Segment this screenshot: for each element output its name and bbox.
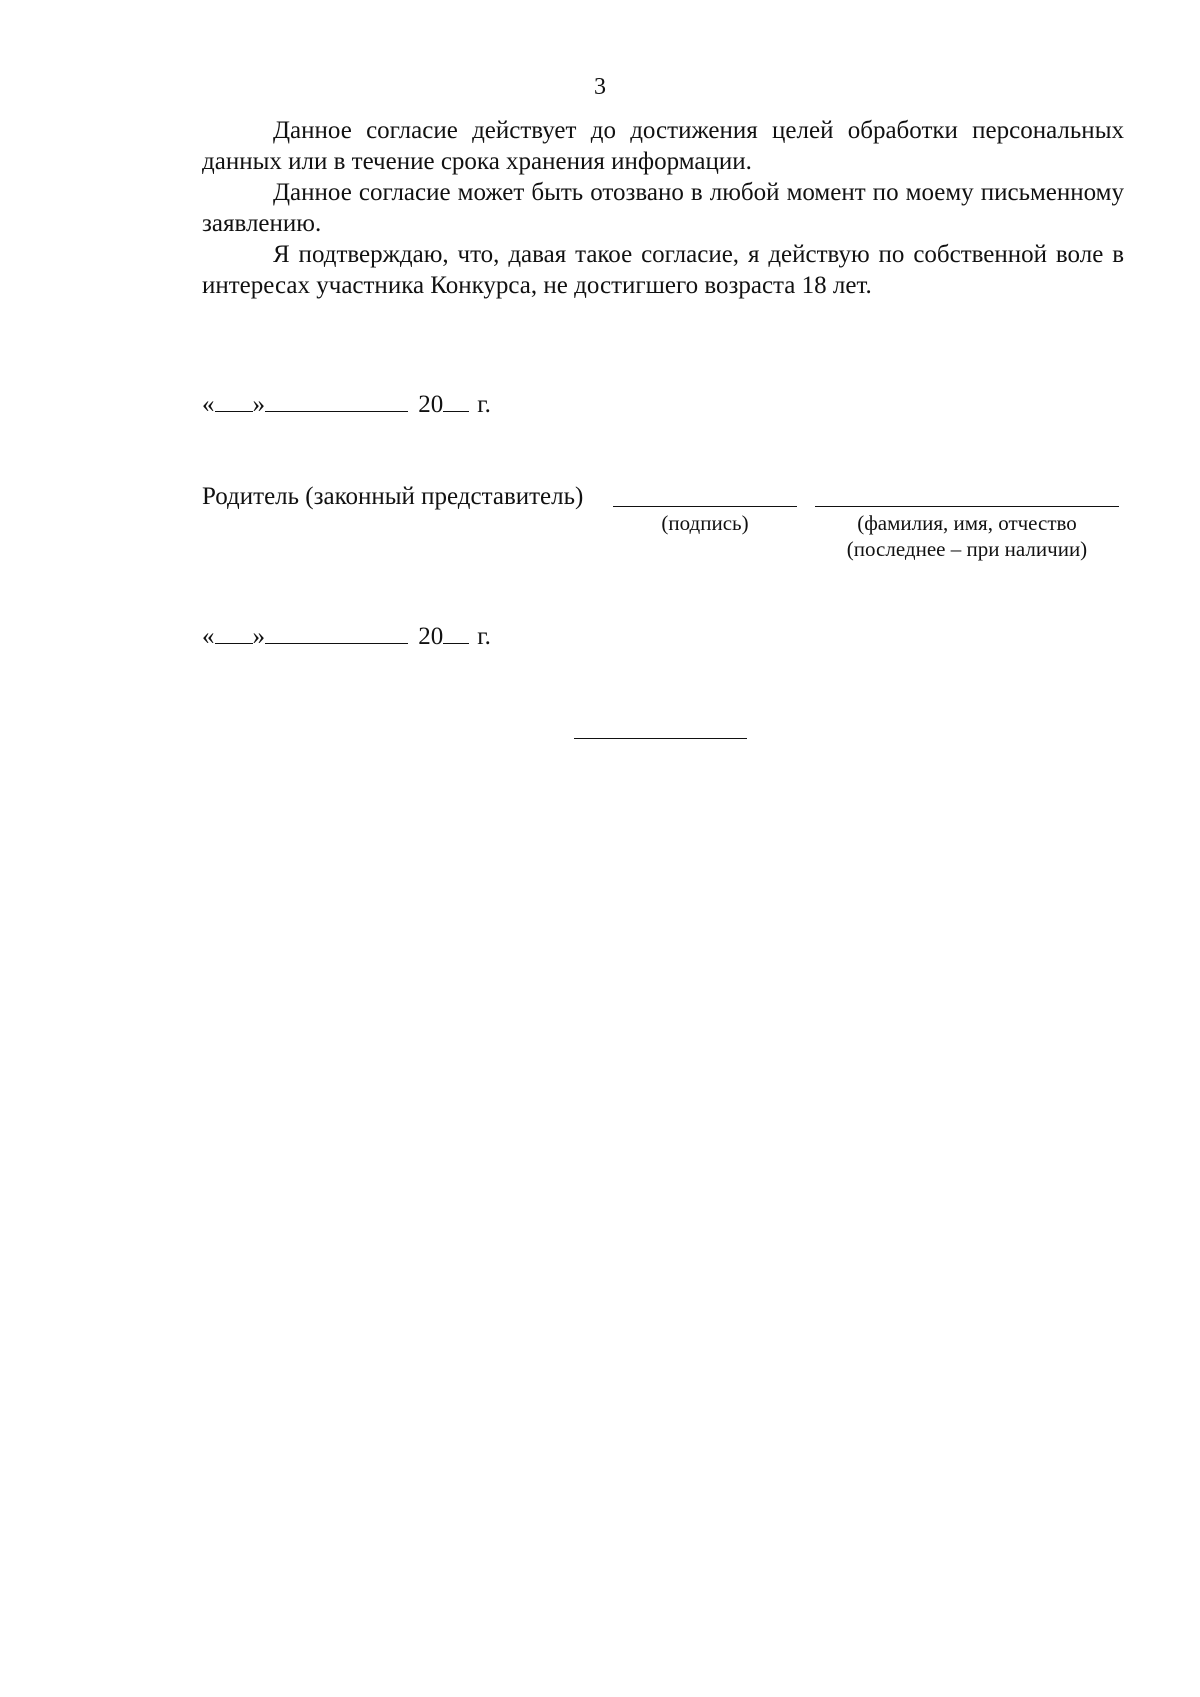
date-year-suffix: г. [477,623,491,650]
date-line-first [202,389,491,420]
consent-body [202,115,1124,301]
date-close-quote: » [252,623,265,650]
date-month-blank [265,389,408,412]
page-number: 3 [594,74,606,100]
date-day-blank [215,389,253,412]
date-open-quote: « [202,623,215,650]
end-of-document-rule [574,738,747,739]
paragraph-confirmation: Я подтверждаю, что, давая такое согласие, я действую по собственной воле в интересах участника Конкурса, не достигшего возраста 18 лет. [202,241,1124,299]
fullname-caption-line2: (последнее – при наличии) [846,537,1088,561]
date-close-quote: » [252,391,265,418]
date-open-quote: « [202,391,215,418]
fullname-line [815,506,1119,507]
date-year-blank [443,621,469,644]
date-year-suffix: г. [477,391,491,418]
parent-label: Родитель (законный представитель) [202,483,584,510]
date-month-blank [265,621,408,644]
date-line-second [202,621,491,652]
date-day-blank [215,621,253,644]
paragraph-revocation: Данное согласие может быть отозвано в любой момент по моему письменному заявлению. [202,179,1124,237]
signature-caption: (подпись) [661,511,749,535]
date-century: 20 [418,391,444,418]
signature-line [613,506,797,507]
fullname-caption [815,510,1119,562]
paragraph-validity: Данное согласие действует до достижения целей обработки персональных данных или в течение срока хранения информации. [202,117,1124,175]
fullname-caption-line1: (фамилия, имя, отчество [857,511,1077,535]
date-century: 20 [418,623,444,650]
date-year-blank [443,389,469,412]
